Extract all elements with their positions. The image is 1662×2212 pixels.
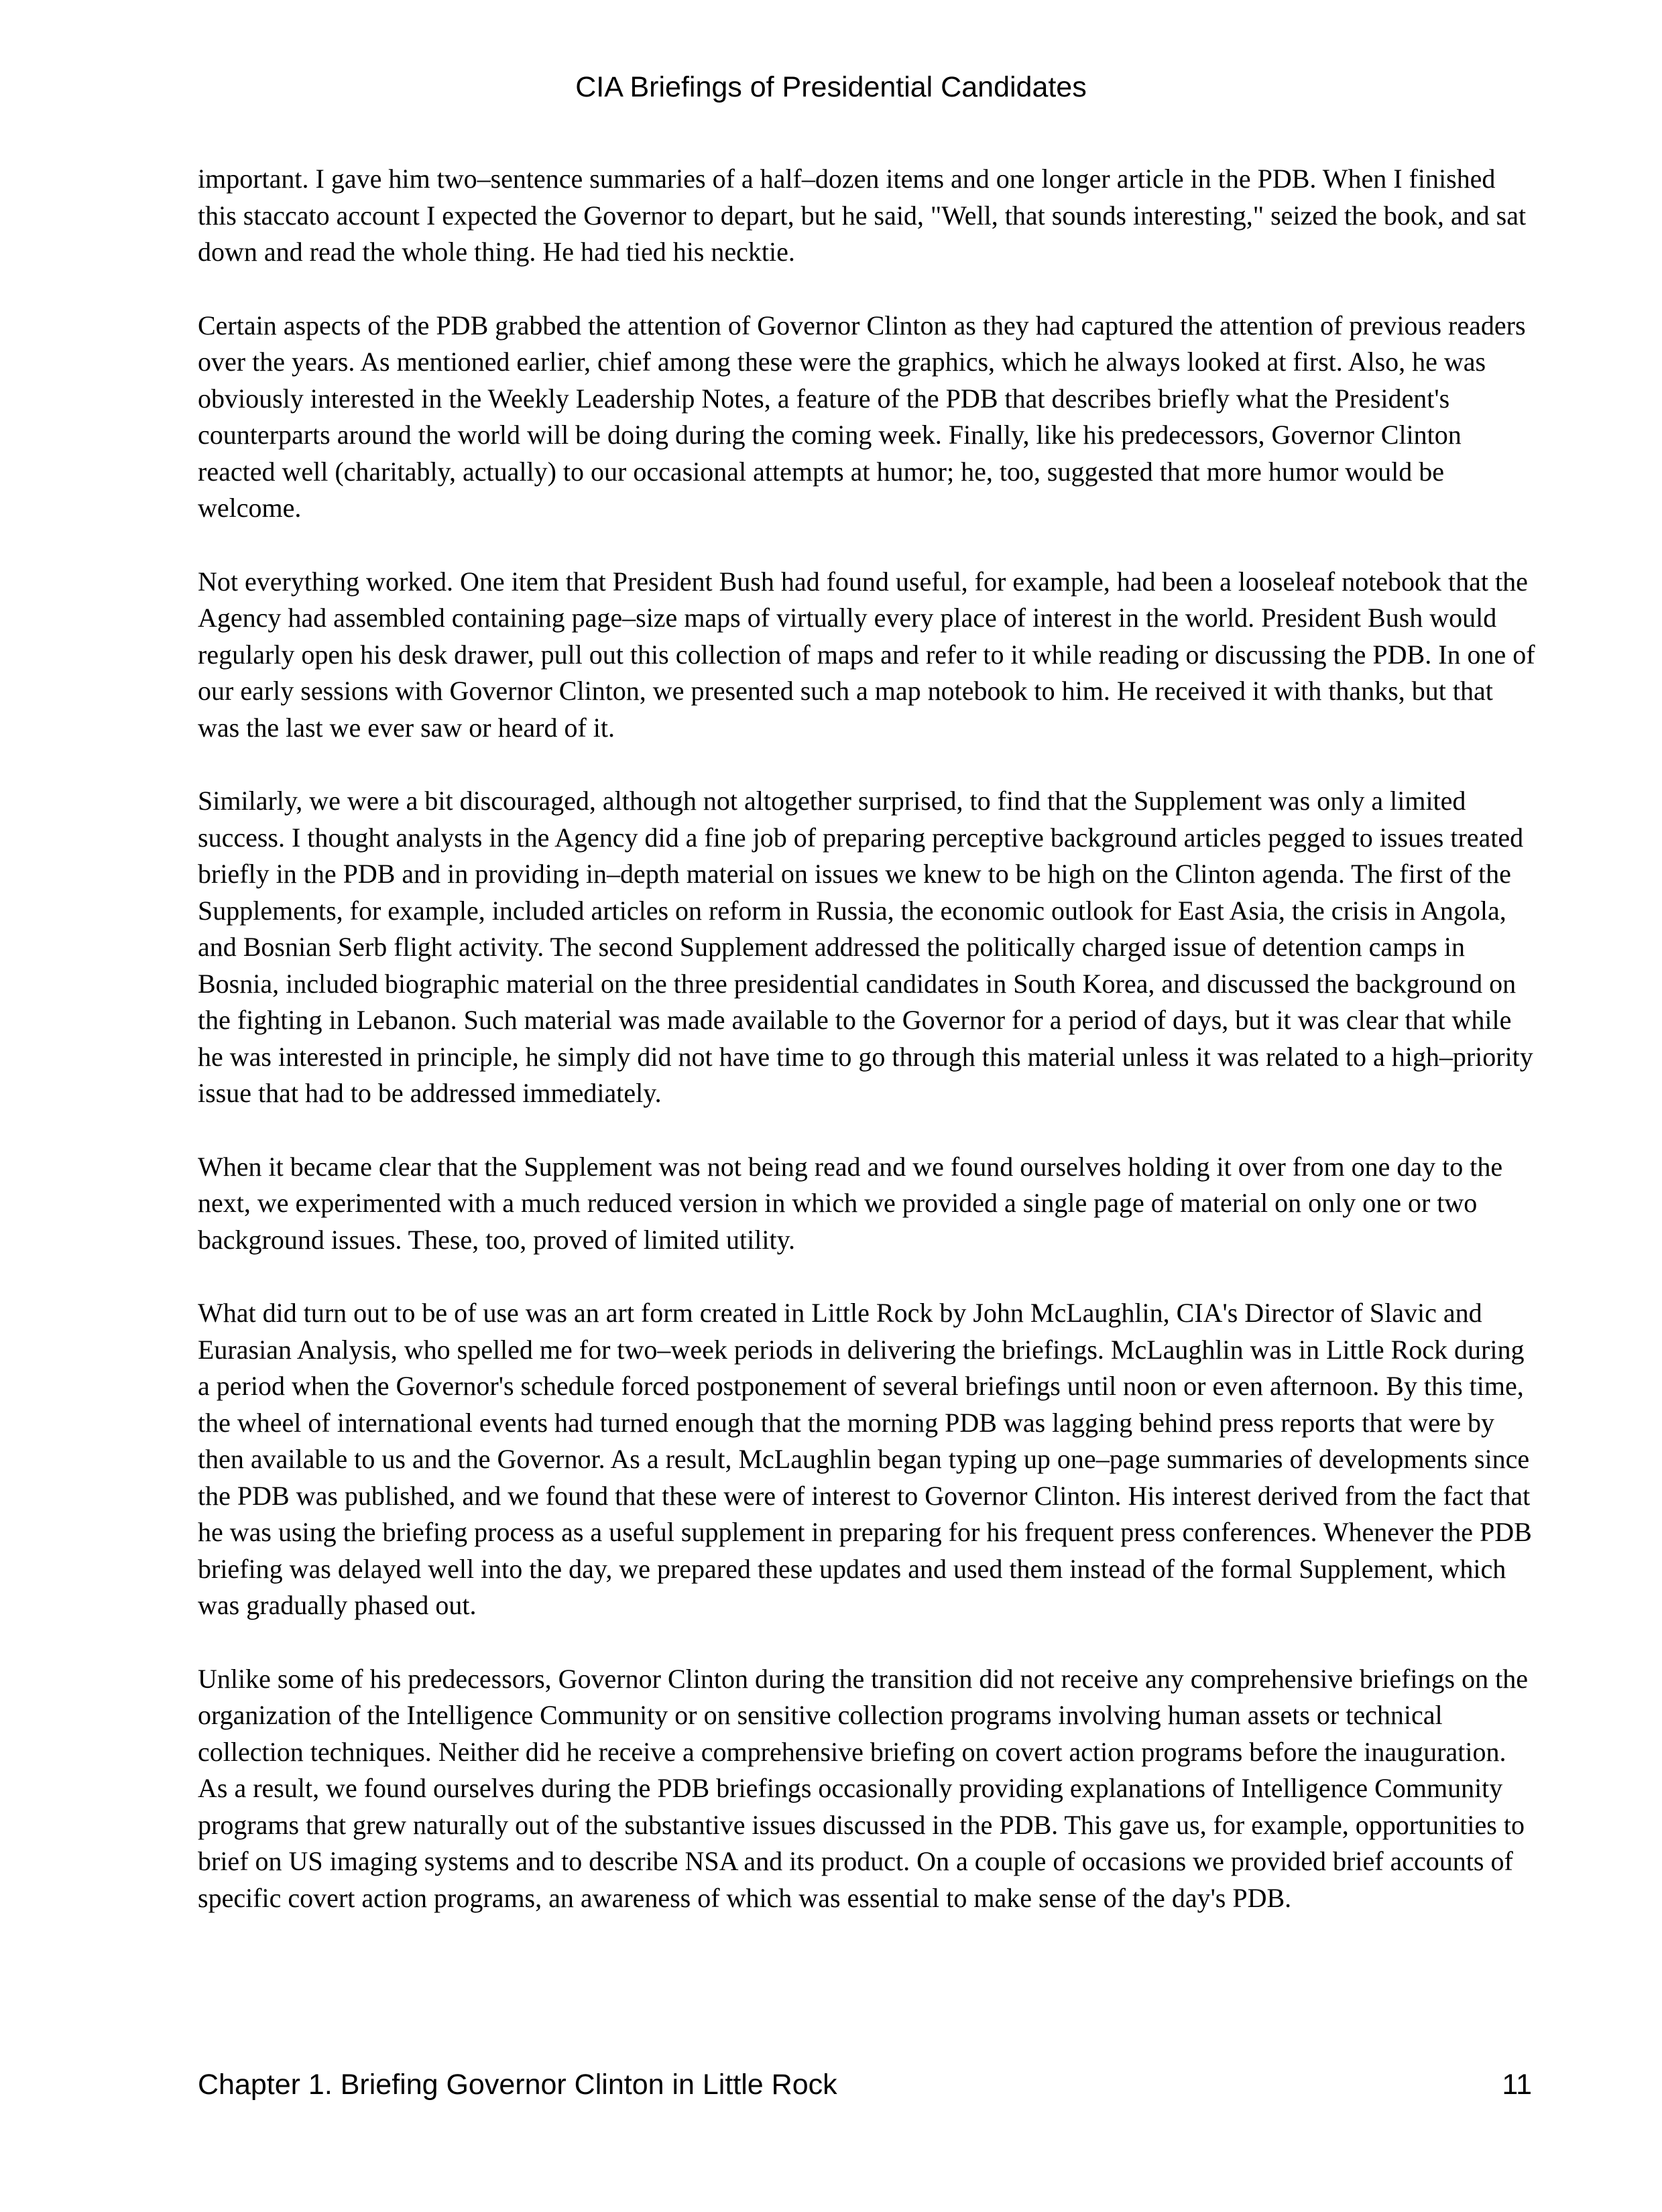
- paragraph: Certain aspects of the PDB grabbed the attention of Governor Clinton as they had captured the attention of previous readers over the years. As mentioned earlier, chief among these were the graphics, which he always looked at first. Also, he was obviously interested in the Weekly Leadership Notes, a feature of the PDB that describes briefly what the President's counterparts around the world will be doing during the coming week. Finally, like his predecessors, Governor Clinton reacted well (charitably, actually) to our occasional attempts at humor; he, too, suggested that more humor would be welcome.: [198, 310, 1526, 523]
- running-header: CIA Briefings of Presidential Candidates: [575, 71, 1087, 103]
- page-number: 11: [1502, 2069, 1532, 2101]
- chapter-title: Chapter 1. Briefing Governor Clinton in Little Rock: [198, 2069, 837, 2101]
- paragraph: Similarly, we were a bit discouraged, although not altogether surprised, to find that the Supplement was only a limited success. I thought analysts in the Agency did a fine job of preparing perceptive background articles pegged to issues treated briefly in the PDB and in providing in–depth material on issues we knew to be high on the Clinton agenda. The first of the Supplements, for example, included articles on reform in Russia, the economic outlook for East Asia, the crisis in Angola, and Bosnian Serb flight activity. The second Supplement addressed the politically charged issue of detention camps in Bosnia, included biographic material on the three presidential candidates in South Korea, and discussed the background on the fighting in Lebanon. Such material was made available to the Governor for a period of days, but it was clear that while he was interested in principle, he simply did not have time to go through this material unless it was related to a high–priority issue that had to be addressed immediately.: [198, 786, 1533, 1108]
- paragraph: What did turn out to be of use was an art form created in Little Rock by John McLaughlin, CIA's Director of Slavic and Eurasian Analysis, who spelled me for two–week periods in delivering the briefings. McLaughlin was in Little Rock during a period when the Governor's schedule forced postponement of several briefings until noon or even afternoon. By this time, the wheel of international events had turned enough that the morning PDB was lagging behind press reports that were by then available to us and the Governor. As a result, McLaughlin began typing up one–page summaries of developments since the PDB was published, and we found that these were of interest to Governor Clinton. His interest derived from the fact that he was using the briefing process as a useful supplement in preparing for his frequent press conferences. Whenever the PDB briefing was delayed well into the day, we prepared these updates and used them instead of the formal Supplement, which was gradually phased out.: [198, 1298, 1532, 1620]
- body-text: [198, 161, 1539, 1916]
- paragraph: important. I gave him two–sentence summaries of a half–dozen items and one longer article in the PDB. When I finished this staccato account I expected the Governor to depart, but he said, "Well, that sounds interesting," seized the book, and sat down and read the whole thing. He had tied his necktie.: [198, 164, 1527, 267]
- paragraph: When it became clear that the Supplement was not being read and we found ourselves holding it over from one day to the next, we experimented with a much reduced version in which we provided a single page of material on only one or two background issues. These, too, proved of limited utility.: [198, 1151, 1503, 1255]
- paragraph: Not everything worked. One item that President Bush had found useful, for example, had been a looseleaf notebook that the Agency had assembled containing page–size maps of virtually every place of interest in the world. President Bush would regularly open his desk drawer, pull out this collection of maps and refer to it while reading or discussing the PDB. In one of our early sessions with Governor Clinton, we presented such a map notebook to him. He received it with thanks, but that was the last we ever saw or heard of it.: [198, 566, 1535, 743]
- paragraph: Unlike some of his predecessors, Governor Clinton during the transition did not receive any comprehensive briefings on the organization of the Intelligence Community or on sensitive collection programs involving human assets or technical collection techniques. Neither did he receive a comprehensive briefing on covert action programs before the inauguration. As a result, we found ourselves during the PDB briefings occasionally providing explanations of Intelligence Community programs that grew naturally out of the substantive issues discussed in the PDB. This gave us, for example, opportunities to brief on US imaging systems and to describe NSA and its product. On a couple of occasions we provided brief accounts of specific covert action programs, an awareness of which was essential to make sense of the day's PDB.: [198, 1663, 1528, 1913]
